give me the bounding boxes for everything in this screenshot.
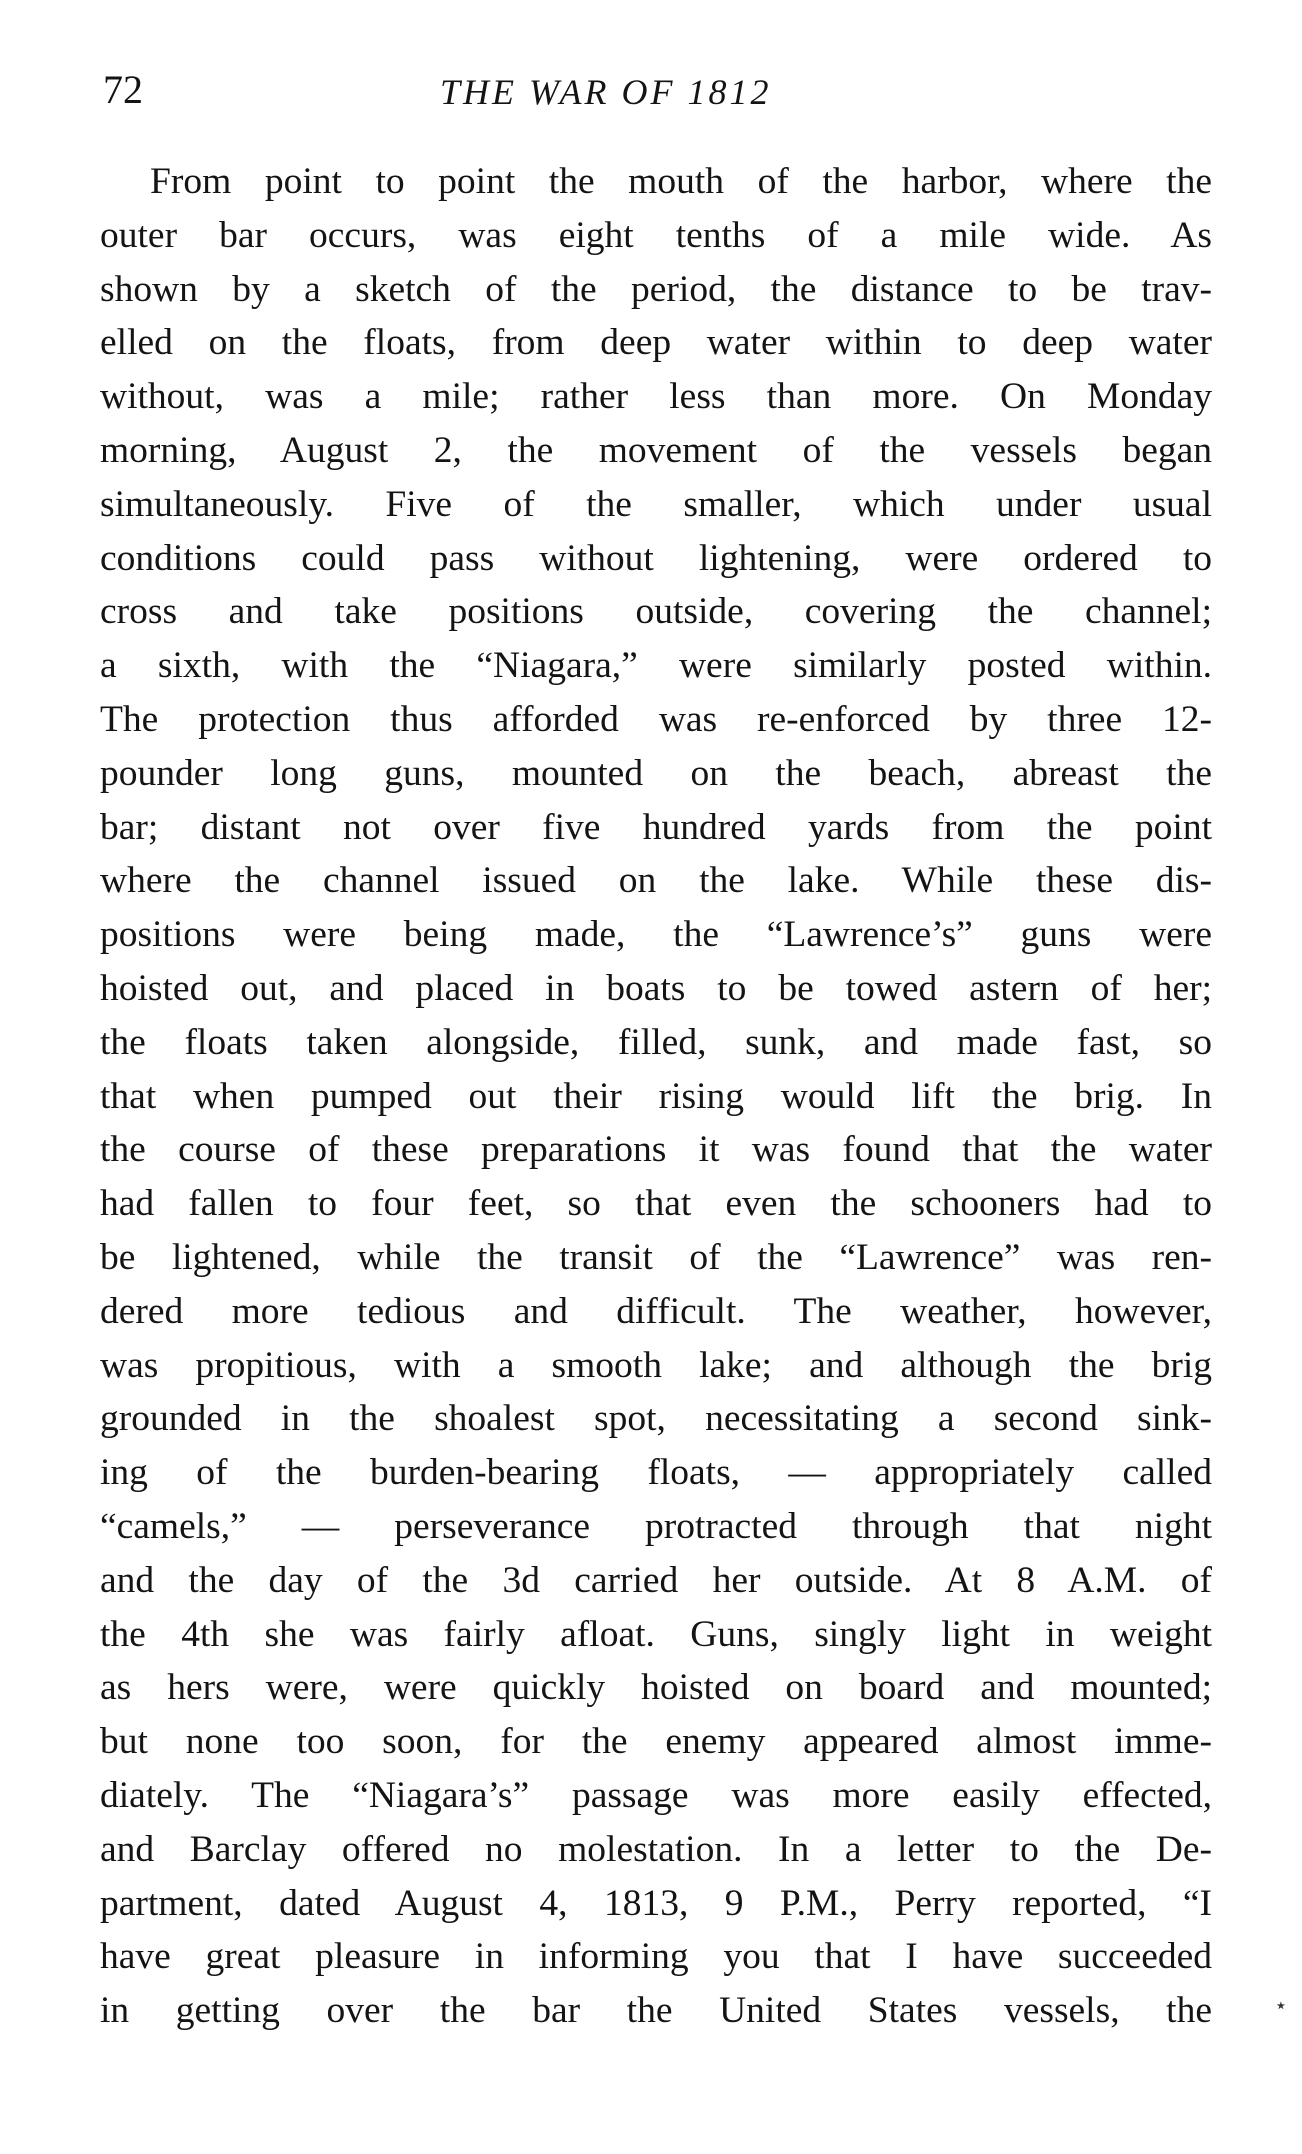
text-line: but none too soon, for the enemy appeared almost imme- [100, 1721, 1212, 1763]
text-line: be lightened, while the transit of the “Lawrence” was ren- [100, 1236, 1212, 1278]
text-line: without, was a mile; rather less than more. On Monday [100, 376, 1212, 418]
text-line: the floats taken alongside, filled, sunk, and made fast, so [100, 1021, 1212, 1063]
text-line: partment, dated August 4, 1813, 9 P.M., Perry reported, “I [100, 1882, 1212, 1924]
text-line: as hers were, were quickly hoisted on board and mounted; [100, 1667, 1212, 1709]
text-line: that when pumped out their rising would lift the brig. In [100, 1075, 1212, 1117]
text-line: have great pleasure in informing you that I have succeeded [100, 1936, 1212, 1978]
text-line: was propitious, with a smooth lake; and although the brig [100, 1344, 1212, 1386]
text-line: shown by a sketch of the period, the distance to be trav- [100, 268, 1212, 310]
text-line: simultaneously. Five of the smaller, which under usual [100, 483, 1212, 525]
text-line: “camels,” — perseverance protracted through that night [100, 1505, 1212, 1547]
text-line: in getting over the bar the United States vessels, the [100, 1990, 1212, 2032]
text-line: a sixth, with the “Niagara,” were similarly posted within. [100, 645, 1212, 687]
margin-mark: ٭ [1276, 1995, 1286, 2015]
page-number: 72 [103, 67, 143, 112]
text-line: outer bar occurs, was eight tenths of a mile wide. As [100, 214, 1212, 256]
text-line: where the channel issued on the lake. While these dis- [100, 860, 1212, 902]
text-line: hoisted out, and placed in boats to be towed astern of her; [100, 967, 1212, 1009]
text-line: and Barclay offered no molestation. In a letter to the De- [100, 1828, 1212, 1870]
text-line: grounded in the shoalest spot, necessitating a second sink- [100, 1398, 1212, 1440]
text-line: elled on the floats, from deep water within to deep water [100, 322, 1212, 364]
text-line: bar; distant not over five hundred yards from the point [100, 806, 1212, 848]
text-line: ing of the burden-bearing floats, — appropriately called [100, 1452, 1212, 1494]
text-line: the 4th she was fairly afloat. Guns, singly light in weight [100, 1613, 1212, 1655]
text-line: diately. The “Niagara’s” passage was more easily effected, [100, 1774, 1212, 1816]
text-line: the course of these preparations it was found that the water [100, 1129, 1212, 1171]
body-paragraph [100, 155, 1212, 2038]
text-line: dered more tedious and difficult. The weather, however, [100, 1290, 1212, 1332]
text-line: pounder long guns, mounted on the beach, abreast the [100, 752, 1212, 794]
text-line: and the day of the 3d carried her outside. At 8 A.M. of [100, 1559, 1212, 1601]
text-line: morning, August 2, the movement of the vessels began [100, 429, 1212, 471]
text-line: cross and take positions outside, covering the channel; [100, 591, 1212, 633]
text-line: From point to point the mouth of the harbor, where the [150, 161, 1212, 202]
text-line: positions were being made, the “Lawrence’s” guns were [100, 914, 1212, 956]
text-line: had fallen to four feet, so that even the schooners had to [100, 1183, 1212, 1225]
text-line: conditions could pass without lightening, were ordered to [100, 537, 1212, 579]
text-line: The protection thus afforded was re-enforced by three 12- [100, 698, 1212, 740]
running-head: THE WAR OF 1812 [440, 72, 772, 112]
